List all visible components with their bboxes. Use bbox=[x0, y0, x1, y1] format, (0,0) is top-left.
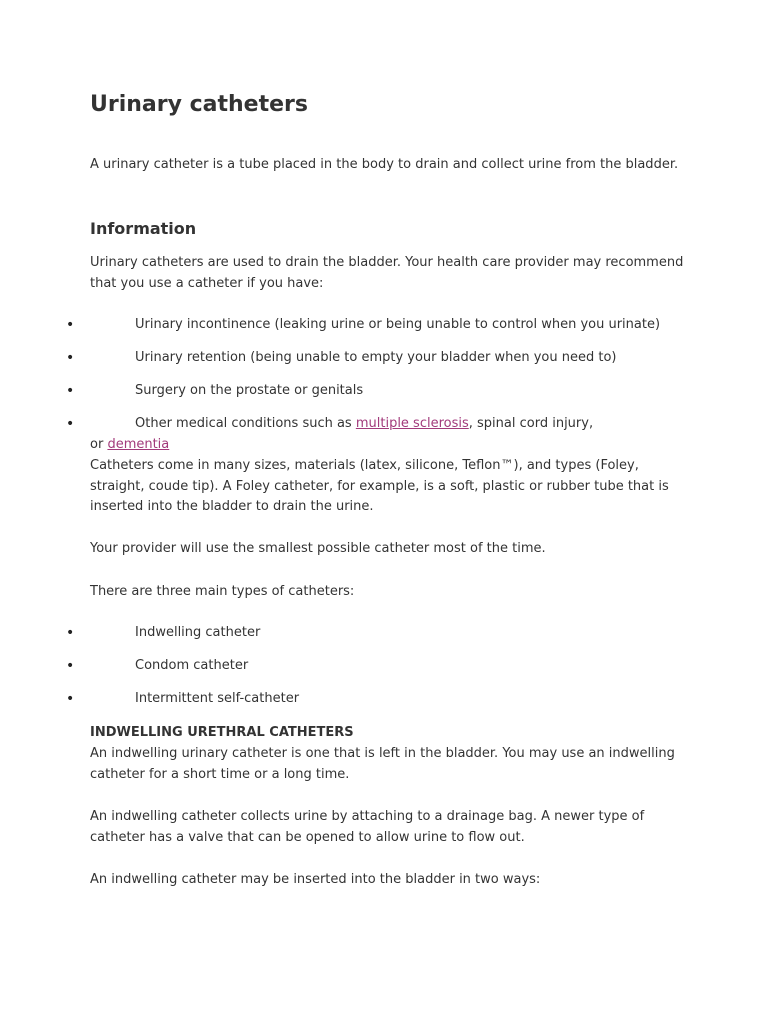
intro-paragraph: A urinary catheter is a tube placed in the body to drain and collect urine from the bladder. bbox=[90, 157, 679, 172]
bullet-icon: • bbox=[66, 416, 75, 432]
bullet-icon: • bbox=[66, 317, 75, 333]
indwelling-heading: INDWELLING URETHRAL CATHETERS bbox=[90, 725, 354, 740]
list-item-continuation bbox=[90, 435, 169, 455]
list-item-text: Urinary incontinence (leaking urine or being unable to control when you urinate) bbox=[135, 317, 661, 332]
indwelling-paragraph-3: An indwelling catheter may be inserted into the bladder in two ways: bbox=[90, 872, 541, 887]
info-paragraph: Urinary catheters are used to drain the bladder. Your health care provider may recommend that you use a catheter if you have: bbox=[90, 255, 684, 291]
list-item bbox=[0, 623, 768, 643]
types-intro-paragraph: There are three main types of catheters: bbox=[90, 584, 355, 599]
list-item-text: Urinary retention (being unable to empty your bladder when you need to) bbox=[135, 350, 617, 365]
list-item bbox=[0, 414, 768, 434]
information-heading: Information bbox=[90, 219, 197, 238]
list-item-text bbox=[135, 414, 593, 434]
list-item bbox=[0, 656, 768, 676]
bullet-icon: • bbox=[66, 658, 75, 674]
multiple-sclerosis-link[interactable]: multiple sclerosis bbox=[355, 416, 469, 431]
condition-middle: , spinal cord injury, bbox=[468, 416, 594, 431]
list-item bbox=[0, 381, 768, 401]
list-item bbox=[0, 348, 768, 368]
list-item bbox=[0, 689, 768, 709]
list-item-text: Indwelling catheter bbox=[135, 625, 261, 640]
list-item-text: Surgery on the prostate or genitals bbox=[135, 383, 364, 398]
indwelling-paragraph-2: An indwelling catheter collects urine by attaching to a drainage bag. A newer type of catheter has a valve that can be opened to allow urine to flow out. bbox=[90, 809, 645, 845]
bullet-icon: • bbox=[66, 350, 75, 366]
dementia-link[interactable]: dementia bbox=[107, 437, 170, 452]
bullet-icon: • bbox=[66, 691, 75, 707]
list-item-text: Intermittent self-catheter bbox=[135, 691, 300, 706]
list-item-text: Condom catheter bbox=[135, 658, 249, 673]
sizes-paragraph: Catheters come in many sizes, materials (latex, silicone, Teflon™), and types (Foley, straight, coude tip). A Foley catheter, for example, is a soft, plastic or rubber tube that is inserted into the bladder to drain the urine. bbox=[90, 458, 669, 514]
condition-prefix: Other medical conditions such as bbox=[135, 416, 356, 431]
indwelling-paragraph-1: An indwelling urinary catheter is one that is left in the bladder. You may use an indwelling catheter for a short time or a long time. bbox=[90, 746, 675, 782]
or-text: or bbox=[90, 437, 108, 452]
bullet-icon: • bbox=[66, 625, 75, 641]
page-title: Urinary catheters bbox=[90, 92, 308, 117]
smallest-paragraph: Your provider will use the smallest possible catheter most of the time. bbox=[90, 541, 546, 556]
bullet-icon: • bbox=[66, 383, 75, 399]
list-item bbox=[0, 315, 768, 335]
